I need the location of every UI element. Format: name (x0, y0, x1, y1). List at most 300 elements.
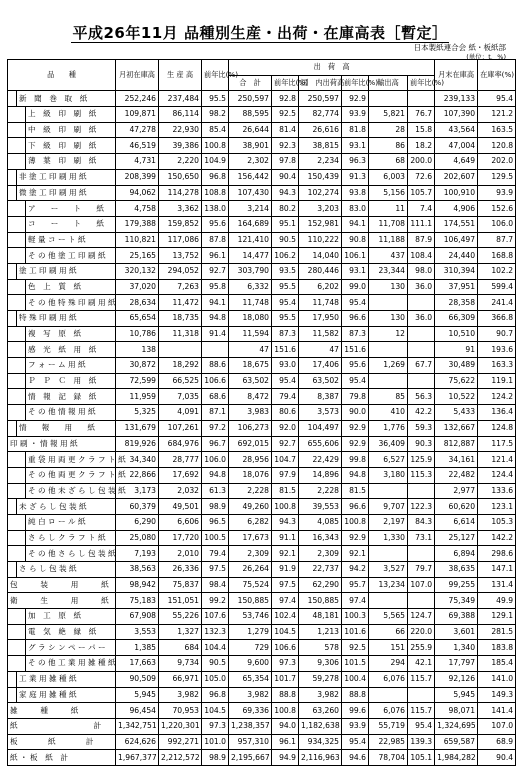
table-cell: 138 (116, 342, 159, 358)
table-cell: 92.0 (272, 420, 299, 436)
table-cell: 2,195,667 (229, 750, 272, 766)
table-cell: 75,183 (116, 593, 159, 609)
table-cell: 99,255 (435, 577, 478, 593)
row-label: 包 装 用 紙 (8, 577, 116, 593)
table-cell: 96.1 (272, 734, 299, 750)
table-cell: 81.5 (342, 483, 369, 499)
table-cell: 117.5 (478, 436, 516, 452)
table-cell: 94,062 (116, 185, 159, 201)
table-cell: 102.4 (272, 609, 299, 625)
table-cell: 106.0 (202, 452, 229, 468)
table-cell: 22,930 (159, 122, 202, 138)
table-row (8, 154, 516, 170)
table-cell: 23,344 (369, 263, 408, 279)
table-cell: 107,390 (435, 107, 478, 123)
table-cell: 39,553 (299, 499, 342, 515)
indent-cell (8, 295, 26, 311)
table-cell: 92.7 (272, 436, 299, 452)
table-row (8, 609, 516, 625)
table-cell: 79.4 (202, 546, 229, 562)
indent-cell (8, 656, 26, 672)
table-cell: 1,324,695 (435, 718, 478, 734)
table-row (8, 436, 516, 452)
indent-cell (8, 562, 17, 578)
table-cell: 141.0 (478, 671, 516, 687)
row-label: 色 上 質 紙 (26, 279, 116, 295)
table-cell: 98.2 (202, 107, 229, 123)
table-cell: 95.8 (202, 279, 229, 295)
table-cell: 294,052 (159, 263, 202, 279)
table-cell: 93.5 (272, 263, 299, 279)
table-cell: 98.0 (408, 263, 435, 279)
table-cell: 6,606 (159, 514, 202, 530)
header-production: 生 産 高 (159, 60, 202, 91)
header-stock-start: 月初在庫高 (116, 60, 159, 91)
table-cell (408, 295, 435, 311)
indent-cell (8, 232, 26, 248)
table-cell: 93.9 (342, 718, 369, 734)
table-cell: 13,752 (159, 248, 202, 264)
table-cell: 92.8 (272, 91, 299, 107)
table-cell: 2,010 (159, 546, 202, 562)
table-cell: 156,442 (229, 169, 272, 185)
table-row (8, 718, 516, 734)
table-cell: 59.3 (408, 420, 435, 436)
table-cell: 66 (369, 624, 408, 640)
table-cell: 115.7 (408, 703, 435, 719)
table-cell: 18,735 (159, 311, 202, 327)
table-cell: 68.9 (478, 734, 516, 750)
table-cell: 94.0 (272, 718, 299, 734)
table-cell: 729 (229, 640, 272, 656)
table-cell: 241.4 (478, 295, 516, 311)
table-cell: 168.8 (478, 248, 516, 264)
table-row (8, 514, 516, 530)
indent-cell (8, 640, 26, 656)
table-cell (369, 687, 408, 703)
table-cell: 4,906 (435, 201, 478, 217)
table-cell: 47 (229, 342, 272, 358)
table-cell: 6,290 (116, 514, 159, 530)
table-cell: 106.1 (342, 248, 369, 264)
table-cell: 96,454 (116, 703, 159, 719)
header-stock-end: 月末在庫高 (435, 60, 478, 91)
table-cell: 91.3 (342, 169, 369, 185)
table-row (8, 295, 516, 311)
header-domestic: 国 内出荷高 (299, 75, 342, 91)
table-cell: 130 (369, 279, 408, 295)
table-cell: 1,342,751 (116, 718, 159, 734)
row-label: そ の 他 情 報 用 紙 (26, 405, 116, 421)
table-cell: 163.3 (478, 358, 516, 374)
row-label: 下 級 印 刷 紙 (26, 138, 116, 154)
table-cell: 6,076 (369, 671, 408, 687)
table-cell: 3,203 (299, 201, 342, 217)
indent-cell (8, 169, 17, 185)
table-cell: 152.6 (478, 201, 516, 217)
table-cell: 39,386 (159, 138, 202, 154)
table-cell: 92.5 (342, 640, 369, 656)
table-cell: 2,977 (435, 483, 478, 499)
table-cell: 79.8 (342, 389, 369, 405)
table-cell: 95.5 (272, 311, 299, 327)
indent-cell (8, 122, 26, 138)
table-cell: 106.2 (272, 248, 299, 264)
indent-cell (8, 467, 26, 483)
row-label: 純 白 ロ ー ル 紙 (26, 514, 116, 530)
table-cell: 101.6 (342, 624, 369, 640)
table-cell: 320,132 (116, 263, 159, 279)
table-cell: 252,246 (116, 91, 159, 107)
table-cell: 111.1 (408, 216, 435, 232)
table-cell: 115.3 (408, 467, 435, 483)
table-cell: 95.4 (342, 373, 369, 389)
table-row (8, 232, 516, 248)
header-stock-ratio: 在庫率(%) (478, 60, 516, 91)
table-cell: 79.7 (408, 562, 435, 578)
table-cell: 152,981 (299, 216, 342, 232)
table-cell: 109,871 (116, 107, 159, 123)
table-cell: 38,635 (435, 562, 478, 578)
table-cell: 92,126 (435, 671, 478, 687)
table-cell: 1,967,377 (116, 750, 159, 766)
table-cell: 17,950 (299, 311, 342, 327)
table-cell: 121.4 (478, 452, 516, 468)
table-cell: 66,971 (159, 671, 202, 687)
table-cell: 95.6 (202, 216, 229, 232)
row-label: 中 級 印 刷 紙 (26, 122, 116, 138)
table-cell: 38,563 (116, 562, 159, 578)
header-domestic-ratio: 前年比(%) (342, 75, 369, 91)
table-cell: 100,910 (435, 185, 478, 201)
table-cell: 90.7 (478, 326, 516, 342)
table-cell: 200.0 (408, 154, 435, 170)
header-total-ratio: 前年比(%) (272, 75, 299, 91)
table-cell: 86,114 (159, 107, 202, 123)
table-cell: 100.4 (342, 671, 369, 687)
table-cell: 36.0 (408, 279, 435, 295)
table-cell: 87.1 (202, 405, 229, 421)
table-cell: 105.7 (408, 185, 435, 201)
table-cell: 106.6 (202, 373, 229, 389)
table-cell: 95.4 (272, 295, 299, 311)
table-cell: 99.6 (342, 703, 369, 719)
table-cell: 18,675 (229, 358, 272, 374)
table-cell: 185.4 (478, 656, 516, 672)
table-cell: 91.4 (202, 326, 229, 342)
table-cell: 3,362 (159, 201, 202, 217)
table-cell: 97.3 (272, 656, 299, 672)
row-label: 情 報 記 録 紙 (26, 389, 116, 405)
table-cell: 136.4 (478, 405, 516, 421)
table-row (8, 467, 516, 483)
row-label: 印 刷 ・ 情 報 用 紙 (8, 436, 116, 452)
row-label: 雑 種 紙 (8, 703, 116, 719)
table-row (8, 577, 516, 593)
table-cell: 90.8 (342, 232, 369, 248)
table-cell: 47 (299, 342, 342, 358)
table-cell: 17,673 (229, 530, 272, 546)
table-cell: 3,601 (435, 624, 478, 640)
table-cell: 130 (369, 311, 408, 327)
table-cell: 95.7 (342, 577, 369, 593)
table-cell: 124.2 (478, 389, 516, 405)
table-cell: 2,302 (229, 154, 272, 170)
table-cell: 98.9 (202, 750, 229, 766)
indent-cell (8, 138, 26, 154)
table-cell: 138.0 (202, 201, 229, 217)
indent-cell (8, 263, 17, 279)
table-cell: 250,597 (229, 91, 272, 107)
table-cell: 6,202 (299, 279, 342, 295)
table-cell: 93.1 (342, 263, 369, 279)
table-cell: 104.4 (202, 640, 229, 656)
table-cell: 95.4 (408, 718, 435, 734)
row-label: 紙 ・ 板 紙 計 (8, 750, 116, 766)
table-cell: 294 (369, 656, 408, 672)
row-label: 重 袋 用 両 更 ク ラ フ ト 紙 (26, 452, 116, 468)
table-cell: 22,866 (116, 467, 159, 483)
table-cell: 65,354 (229, 671, 272, 687)
row-label: さ ら し 包 装 紙 (17, 562, 116, 578)
table-cell: 73.1 (408, 530, 435, 546)
indent-cell (8, 91, 17, 107)
table-cell: 18.2 (408, 138, 435, 154)
table-cell: 124.7 (408, 609, 435, 625)
table-cell: 66,309 (435, 311, 478, 327)
table-cell: 179,388 (116, 216, 159, 232)
table-cell: 92.9 (342, 91, 369, 107)
table-cell: 37,951 (435, 279, 478, 295)
table-cell: 22,482 (435, 467, 478, 483)
table-cell: 250,597 (299, 91, 342, 107)
table-cell: 28,777 (159, 452, 202, 468)
table-row (8, 248, 516, 264)
table-cell: 94.3 (272, 185, 299, 201)
table-cell: 94.6 (342, 750, 369, 766)
table-cell: 108.4 (408, 248, 435, 264)
table-cell: 8,387 (299, 389, 342, 405)
table-cell: 94.8 (202, 467, 229, 483)
table-cell: 101.7 (272, 671, 299, 687)
table-cell: 18,076 (229, 467, 272, 483)
table-cell: 11,748 (299, 295, 342, 311)
table-cell: 10,786 (116, 326, 159, 342)
table-cell: 129.1 (478, 609, 516, 625)
row-label: 電 気 絶 縁 紙 (26, 624, 116, 640)
table-cell: 95.5 (272, 279, 299, 295)
indent-cell (8, 154, 26, 170)
table-cell: 85 (369, 389, 408, 405)
table-cell: 151.6 (342, 342, 369, 358)
indent-cell (8, 201, 26, 217)
table-cell: 66,525 (159, 373, 202, 389)
table-cell: 4,731 (116, 154, 159, 170)
row-label: そ の 他 工 業 用 雑 種 紙 (26, 656, 116, 672)
row-label: そ の 他 未 ざ ら し 包 装 紙 (26, 483, 116, 499)
table-cell: 95.4 (342, 734, 369, 750)
table-cell: 133.6 (478, 483, 516, 499)
table-cell (408, 91, 435, 107)
table-cell: 91.1 (272, 530, 299, 546)
table-cell: 11,748 (229, 295, 272, 311)
table-cell: 174,551 (435, 216, 478, 232)
table-cell: 107,430 (229, 185, 272, 201)
table-cell: 56.3 (408, 389, 435, 405)
header-production-ratio: 前年比(%) (202, 60, 229, 91)
table-cell: 81.5 (272, 483, 299, 499)
table-cell: 9,600 (229, 656, 272, 672)
table-cell: 97.2 (202, 420, 229, 436)
table-cell: 95.4 (478, 91, 516, 107)
table-cell: 87.3 (272, 326, 299, 342)
table-cell: 4,649 (435, 154, 478, 170)
table-cell: 2,234 (299, 154, 342, 170)
table-cell (408, 687, 435, 703)
table-cell: 2,220 (159, 154, 202, 170)
table-cell: 4,758 (116, 201, 159, 217)
indent-cell (8, 499, 17, 515)
table-cell: 70,953 (159, 703, 202, 719)
table-cell: 410 (369, 405, 408, 421)
row-label: コ ー ト 紙 (26, 216, 116, 232)
table-cell: 22,985 (369, 734, 408, 750)
indent-cell (8, 452, 26, 468)
table-cell: 87.3 (342, 326, 369, 342)
table-cell: 107,261 (159, 420, 202, 436)
table-cell: 98.4 (202, 577, 229, 593)
table-cell: 104,497 (299, 420, 342, 436)
table-cell: 47,004 (435, 138, 478, 154)
table-cell: 99.0 (342, 279, 369, 295)
table-cell: 131.4 (478, 577, 516, 593)
table-cell: 11,472 (159, 295, 202, 311)
table-cell: 98,942 (116, 577, 159, 593)
table-cell: 11,708 (369, 216, 408, 232)
table-row (8, 546, 516, 562)
table-cell: 25,127 (435, 530, 478, 546)
row-label: 新 聞 巻 取 紙 (17, 91, 116, 107)
row-label: そ の 他 両 更 ク ラ フ ト 紙 (26, 467, 116, 483)
table-cell: 125.9 (408, 452, 435, 468)
table-cell: 96.5 (202, 514, 229, 530)
row-label: 衛 生 用 紙 (8, 593, 116, 609)
indent-cell (8, 530, 26, 546)
table-cell: 3,180 (369, 467, 408, 483)
table-cell (369, 546, 408, 562)
table-cell: 25,165 (116, 248, 159, 264)
table-cell: 94.2 (342, 562, 369, 578)
table-cell: 90.3 (408, 436, 435, 452)
table-cell: 63,502 (299, 373, 342, 389)
row-label: ア ー ト 紙 (26, 201, 116, 217)
table-cell: 220.0 (408, 624, 435, 640)
table-cell: 147.1 (478, 562, 516, 578)
table-cell: 655,606 (299, 436, 342, 452)
table-row (8, 389, 516, 405)
table-cell: 183.8 (478, 640, 516, 656)
row-label: 紙 計 (8, 718, 116, 734)
table-row (8, 420, 516, 436)
table-cell: 98.9 (202, 499, 229, 515)
table-cell: 106.6 (272, 640, 299, 656)
table-cell: 193.6 (478, 342, 516, 358)
table-cell: 49.9 (478, 593, 516, 609)
table-cell: 5,945 (116, 687, 159, 703)
table-cell: 94.1 (342, 216, 369, 232)
table-cell: 310,394 (435, 263, 478, 279)
table-cell: 22,429 (299, 452, 342, 468)
table-cell: 202,607 (435, 169, 478, 185)
table-cell: 107.6 (202, 609, 229, 625)
table-cell: 53,746 (229, 609, 272, 625)
table-cell: 34,340 (116, 452, 159, 468)
table-cell: 121,410 (229, 232, 272, 248)
table-cell: 18,080 (229, 311, 272, 327)
table-cell: 62,290 (299, 577, 342, 593)
table-cell: 104.7 (272, 452, 299, 468)
table-cell: 124.8 (478, 420, 516, 436)
table-row (8, 279, 516, 295)
table-cell: 11,582 (299, 326, 342, 342)
table-cell: 75,349 (435, 593, 478, 609)
table-cell: 7,263 (159, 279, 202, 295)
table-cell: 83.0 (342, 201, 369, 217)
table-row (8, 483, 516, 499)
table-cell: 11,318 (159, 326, 202, 342)
table-cell: 96.8 (202, 687, 229, 703)
table-cell: 82,774 (299, 107, 342, 123)
table-cell: 26,336 (159, 562, 202, 578)
table-cell: 97.4 (342, 593, 369, 609)
table-cell: 1,238,357 (229, 718, 272, 734)
table-cell: 43,564 (435, 122, 478, 138)
table-row (8, 499, 516, 515)
table-cell: 150,885 (299, 593, 342, 609)
table-cell: 692,015 (229, 436, 272, 452)
table-cell: 239,133 (435, 91, 478, 107)
table-cell: 5,156 (369, 185, 408, 201)
table-cell: 92.3 (272, 138, 299, 154)
table-row (8, 530, 516, 546)
table-cell: 15.8 (408, 122, 435, 138)
table-row (8, 201, 516, 217)
table-cell: 60,620 (435, 499, 478, 515)
table-cell: 437 (369, 248, 408, 264)
table-cell: 106,497 (435, 232, 478, 248)
table-cell: 63,502 (229, 373, 272, 389)
header-export-ratio: 前年比(%) (408, 75, 435, 91)
table-cell: 114,278 (159, 185, 202, 201)
table-cell: 100.3 (342, 609, 369, 625)
table-cell (408, 546, 435, 562)
indent-cell (8, 185, 17, 201)
table-cell (159, 342, 202, 358)
table-cell: 88.8 (342, 687, 369, 703)
table-cell: 100.8 (272, 499, 299, 515)
table-cell: 1,279 (229, 624, 272, 640)
table-cell: 78,704 (369, 750, 408, 766)
table-cell: 6,614 (435, 514, 478, 530)
table-row (8, 107, 516, 123)
table-cell: 11,594 (229, 326, 272, 342)
table-row (8, 169, 516, 185)
table-cell (408, 326, 435, 342)
table-cell: 7,035 (159, 389, 202, 405)
table-cell: 108.8 (202, 185, 229, 201)
table-cell: 5,325 (116, 405, 159, 421)
table-cell: 46,519 (116, 138, 159, 154)
